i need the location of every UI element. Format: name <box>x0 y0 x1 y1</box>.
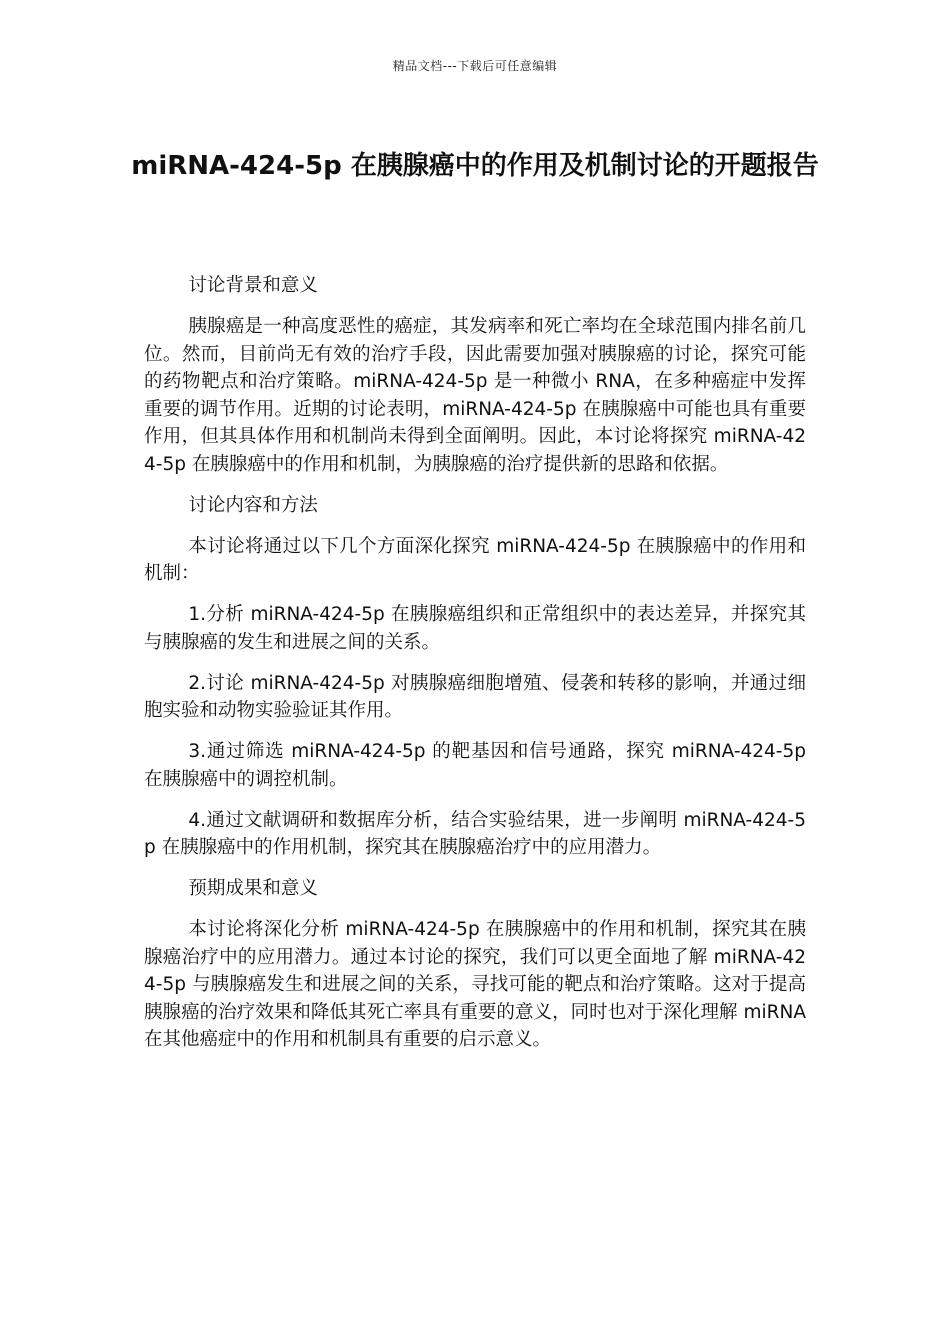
section-heading-background: 讨论背景和意义 <box>188 275 318 296</box>
paragraph-methods-item-2: 2.讨论 miRNA-424-5p 对胰腺癌细胞增殖、侵袭和转移的影响，并通过细胞实验和动物实验验证其作用。 <box>144 672 806 721</box>
paragraph-methods-item-1: 1.分析 miRNA-424-5p 在胰腺癌组织和正常组织中的表达差异，并探究其与胰腺癌的发生和进展之间的关系。 <box>144 604 806 653</box>
paragraph-background: 胰腺癌是一种高度恶性的癌症，其发病率和死亡率均在全球范围内排名前几位。然而，目前尚无有效的治疗手段，因此需要加强对胰腺癌的讨论，探究可能的药物靶点和治疗策略。miRNA-424-5p 是一种微小 RNA，在多种癌症中发挥重要的调节作用。近期的讨论表明，miRNA-424-5p 在胰腺癌中可能也具有重要作用，但其具体作用和机制尚未得到全面阐明。因此，本讨论将探究 miRNA-424-5p 在胰腺癌中的作用和机制，为胰腺癌的治疗提供新的思路和依据。 <box>144 316 806 475</box>
paragraph-methods-item-4: 4.通过文献调研和数据库分析，结合实验结果，进一步阐明 miRNA-424-5p 在胰腺癌中的作用机制，探究其在胰腺癌治疗中的应用潜力。 <box>144 809 806 858</box>
paragraph-outcomes: 本讨论将深化分析 miRNA-424-5p 在胰腺癌中的作用和机制，探究其在胰腺癌治疗中的应用潜力。通过本讨论的探究，我们可以更全面地了解 miRNA-424-5p 与胰腺癌发生和进展之间的关系，寻找可能的靶点和治疗策略。这对于提高胰腺癌的治疗效果和降低其死亡率具有重要的意义，同时也对于深化理解 miRNA 在其他癌症中的作用和机制具有重要的启示意义。 <box>144 919 806 1050</box>
document-title: miRNA-424-5p 在胰腺癌中的作用及机制讨论的开题报告 <box>131 151 819 181</box>
paragraph-methods-intro: 本讨论将通过以下几个方面深化探究 miRNA-424-5p 在胰腺癌中的作用和机制： <box>144 535 806 584</box>
header-note: 精品文档---下载后可任意编辑 <box>392 59 558 73</box>
paragraph-methods-item-3: 3.通过筛选 miRNA-424-5p 的靶基因和信号通路，探究 miRNA-424-5p 在胰腺癌中的调控机制。 <box>144 741 806 790</box>
document-body <box>144 272 806 1067</box>
section-heading-methods: 讨论内容和方法 <box>188 494 318 516</box>
section-heading-outcomes: 预期成果和意义 <box>188 878 318 899</box>
